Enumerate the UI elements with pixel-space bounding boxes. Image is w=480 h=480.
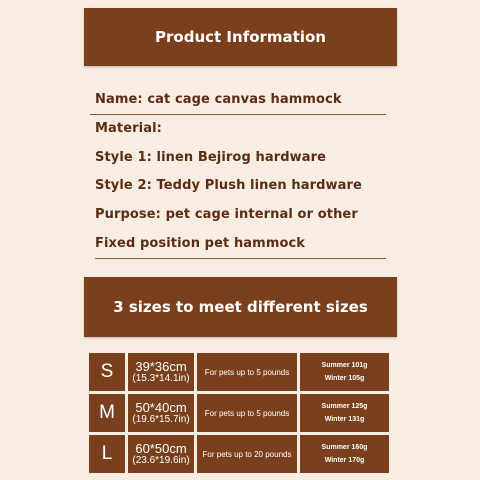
dimension-cm: 39*36cm [135,358,187,374]
dimension-inch: (15.3*14.1in) [132,372,190,384]
winter-weight: Winter 170g [324,457,365,464]
dimension-cm: 60*50cm [135,440,187,456]
size-label: S [89,353,125,391]
summer-weight: Summer 160g [321,443,368,451]
divider [90,114,386,115]
table-row [89,353,389,391]
dimension-cell [128,394,194,432]
sizes-banner [84,277,397,337]
dimension-cm: 50*40cm [135,399,187,415]
size-label: M [89,394,125,432]
dimension-inch: (23.6*19.6in) [132,454,190,466]
size-label: L [89,435,125,473]
divider [95,258,386,259]
winter-weight: Winter 131g [324,416,365,423]
summer-weight: Summer 101g [321,361,368,369]
size-table [86,350,392,476]
pet-weight-limit: For pets up to 5 pounds [197,394,297,432]
info-name: Name: cat cage canvas hammock [95,92,342,107]
winter-weight: Winter 105g [324,375,365,382]
product-weight-cell [300,353,389,391]
dimension-inch: (19.6*15.7in) [132,413,190,425]
sizes-title: 3 sizes to meet different sizes [113,298,368,316]
dimension-cell [128,435,194,473]
info-purpose: Purpose: pet cage internal or other [95,207,358,222]
product-weight-cell [300,394,389,432]
info-style-2: Style 2: Teddy Plush linen hardware [95,178,362,193]
table-row [89,435,389,473]
pet-weight-limit: For pets up to 5 pounds [197,353,297,391]
pet-weight-limit: For pets up to 20 pounds [197,435,297,473]
info-fixed: Fixed position pet hammock [95,236,306,251]
table-row [89,394,389,432]
summer-weight: Summer 125g [321,402,368,410]
info-style-1: Style 1: linen Bejirog hardware [95,150,327,165]
product-info-banner [84,8,397,66]
info-material: Material: [95,121,162,136]
product-weight-cell [300,435,389,473]
product-info-title: Product Information [155,28,326,46]
dimension-cell [128,353,194,391]
